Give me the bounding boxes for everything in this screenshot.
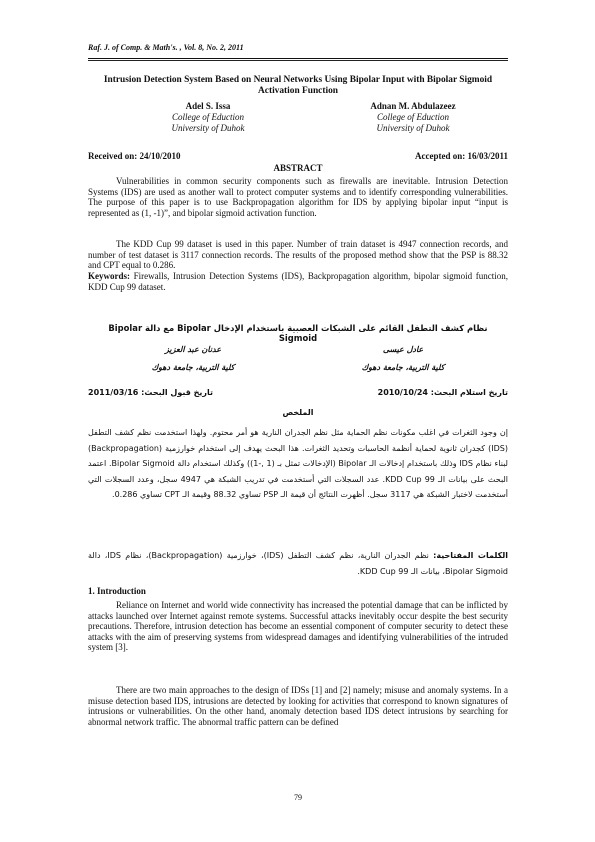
paper-title: Intrusion Detection System Based on Neural Networks Using Bipolar Input with Bipolar Sigmoid Activation Function: [103, 75, 493, 96]
section-heading-introduction: 1. Introduction: [88, 586, 146, 596]
arabic-author-1-affiliation: كلية التربية، جامعة دهوك: [361, 363, 445, 372]
keywords: [88, 271, 508, 292]
received-date: Received on: 24/10/2010: [88, 151, 181, 161]
abstract-paragraph-1: Vulnerabilities in common security components such as firewalls are inevitable. Intrusion Detection Systems (IDS) are used as another wall to protect computer systems and to identify corresponding vulnerabilities. The purpose of this paper is to use Backpropagation algorithm for IDS by applying bipolar input “input is represented as (1, -1)”, and bipolar sigmoid activation function.: [88, 176, 508, 218]
accepted-date: Accepted on: 16/03/2011: [415, 151, 508, 161]
arabic-keywords: [88, 548, 508, 579]
journal-header: Raf. J. of Comp. & Math's. , Vol. 8, No. 2, 2011: [88, 43, 244, 52]
arabic-author-2: [128, 344, 258, 374]
arabic-keywords-label: الكلمات المفتاحية:: [433, 551, 508, 560]
intro-paragraph-2: There are two main approaches to the design of IDSs [1] and [2] namely; misuse and anomaly systems. In a misuse detection based IDS, intrusions are detected by looking for activities that correspond to known signatures of intrusions or vulnerabilities. On the other hand, anomaly detection based IDS detect intrusions by searching for abnormal network traffic. The abnormal traffic pattern can be defined: [88, 685, 508, 727]
author-2-university: University of Duhok: [376, 123, 450, 133]
arabic-author-2-affiliation: كلية التربية، جامعة دهوك: [151, 363, 235, 372]
author-1: [148, 101, 268, 134]
author-1-name: Adel S. Issa: [185, 101, 231, 111]
keywords-text: Firewalls, Intrusion Detection Systems (IDS), Backpropagation algorithm, bipolar sigmoid function, KDD Cup 99 dataset.: [88, 271, 508, 292]
author-2: [343, 101, 483, 134]
arabic-accepted-date: تاريخ قبول البحث: 2011/03/16: [88, 388, 214, 397]
arabic-received-date: تاريخ استلام البحث: 2010/10/24: [377, 388, 508, 397]
arabic-author-2-name: عدنان عبد العزيز: [164, 345, 222, 354]
author-1-college: College of Eduction: [172, 112, 244, 122]
arabic-abstract: إن وجود الثغرات في اغلب مكونات نظم الحماية مثل نظم الجدران النارية هو أمر محتوم. ولهذا استخدمت نظم كشف التطفل (IDS) كجدران ثانوية لحماية أنظمة الحاسبات وتحديد الثغرات. هذا البحث يهدف إلى استخدام خوارزمية (Backpropagation) لبناء نظام IDS وذلك باستخدام إدخالات الـ Bipolar (الإدخالات تمثل بـ (1 ,-1)) وكذلك استخدام دالة Bipolar Sigmoid. اعتمد البحث على بيانات الـ KDD Cup 99. عدد السجلات التي أستخدمت في تدريب الشبكة هي 4947 سجل، وعدد السجلات التي أستخدمت لاختبار الشبكة هي 3117 سجل. أظهرت النتائج أن قيمة الـ PSP تساوي 88.32 وقيمة الـ CPT تساوي 0.286.: [88, 428, 509, 499]
submission-dates: [88, 151, 508, 161]
arabic-author-1-name: عادل عيسى: [382, 345, 424, 354]
keywords-label: Keywords:: [88, 271, 130, 281]
intro-paragraph-1: Reliance on Internet and world wide connectivity has increased the potential damage that can be inflicted by attacks launched over Internet against remote systems. Successful attacks inevitably occur despite the best security precautions. Therefore, intrusion detection has become an essential component of computer security to detect these attacks with the aim of preserving systems from widespread damages and identifying vulnerabilities of the intruded system [3].: [88, 600, 508, 653]
author-1-university: University of Duhok: [171, 123, 245, 133]
header-rule: [88, 58, 508, 59]
arabic-abstract-heading: الملخص: [282, 408, 314, 417]
abstract-heading: ABSTRACT: [273, 163, 323, 173]
arabic-keywords-text: نظم الجدران النارية، نظم كشف التطفل (IDS)، خوارزمية (Backpropagation)، نظام IDS، دالة Bipolar Sigmoid، بيانات الـ KDD Cup 99.: [88, 551, 508, 576]
author-2-college: College of Eduction: [377, 112, 449, 122]
arabic-title: نظام كشف التطفل القائم على الشبكات العصبية باستخدام الإدخال Bipolar مع دالة Bipolar Sigmoid: [108, 323, 488, 343]
author-2-name: Adnan M. Abdulazeez: [370, 101, 456, 111]
page-number: 79: [294, 793, 302, 802]
arabic-submission-dates: [88, 388, 508, 397]
arabic-author-1: [338, 344, 468, 374]
abstract-paragraph-2: The KDD Cup 99 dataset is used in this paper. Number of train dataset is 4947 connection records, and number of test dataset is 3117 connection records. The results of the proposed method show that the PSP is 88.32 and CPT equal to 0.286.: [88, 239, 508, 271]
header-rule-thin: [88, 60, 508, 61]
